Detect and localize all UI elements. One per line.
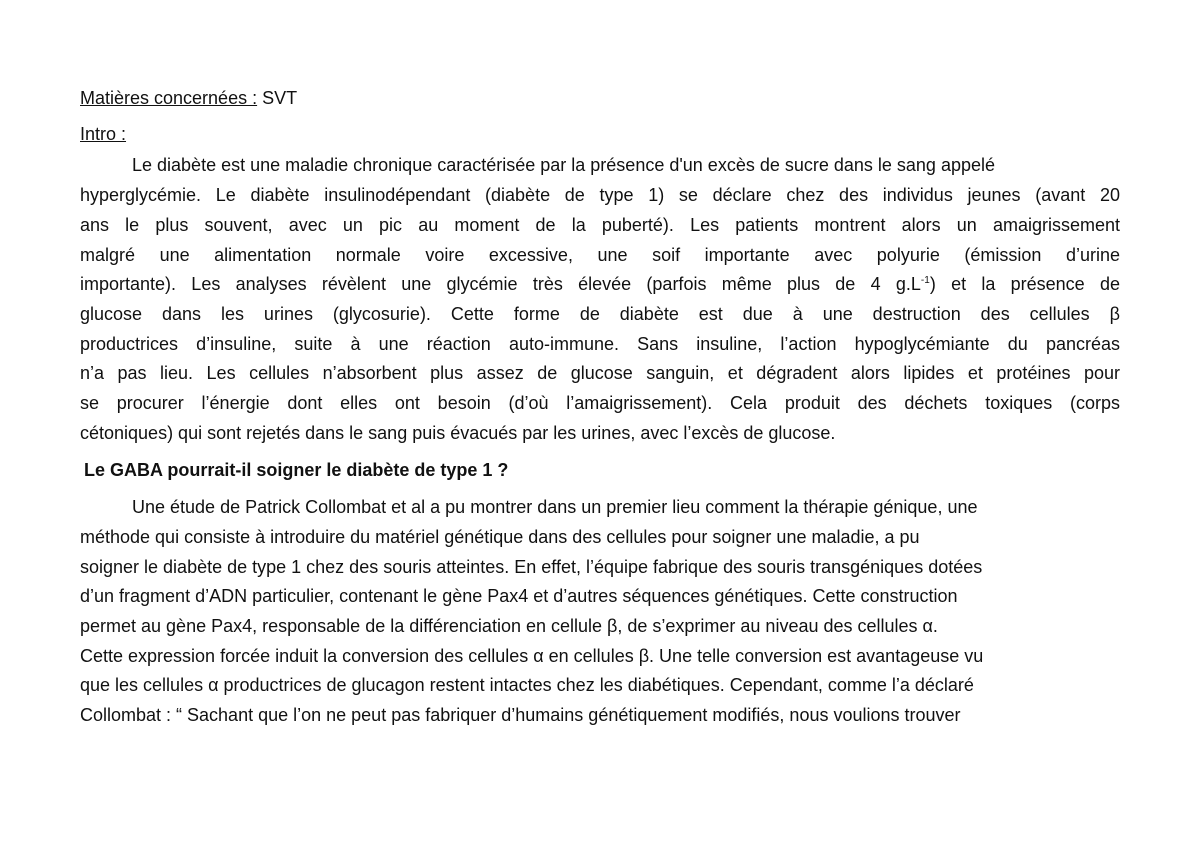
intro-line-4: malgré une alimentation normale voire excessive, une soif importante avec polyurie (émission d’urine <box>80 244 1120 265</box>
study-paragraph <box>80 493 1120 731</box>
exponent: -1 <box>920 275 930 287</box>
study-line-7: que les cellules α productrices de glucagon restent intactes chez les diabétiques. Cependant, comme l’a déclaré <box>80 675 974 696</box>
document-page <box>80 84 1120 731</box>
intro-line-5 <box>80 270 1120 300</box>
intro-line-3: ans le plus souvent, avec un pic au moment de la puberté). Les patients montrent alors un amaigrissement <box>80 214 1120 235</box>
intro-paragraph <box>80 151 1120 448</box>
section-heading: Le GABA pourrait-il soigner le diabète de type 1 ? <box>84 460 509 481</box>
intro-line-5-end: ) et la présence de <box>929 274 1120 295</box>
study-line-6: Cette expression forcée induit la conversion des cellules α en cellules β. Une telle conversion est avantageuse vu <box>80 645 984 666</box>
subjects-line <box>80 84 1120 114</box>
study-line-8: Collombat : “ Sachant que l’on ne peut pas fabriquer d’humains génétiquement modifiés, nous voulions trouver <box>80 705 961 726</box>
intro-label: Intro : <box>80 123 127 144</box>
study-line-3: soigner le diabète de type 1 chez des souris atteintes. En effet, l’équipe fabrique des souris transgéniques dotées <box>80 556 983 577</box>
intro-line-2: hyperglycémie. Le diabète insulinodépendant (diabète de type 1) se déclare chez des individus jeunes (avant 20 <box>80 185 1120 206</box>
study-line-1: Une étude de Patrick Collombat et al a pu montrer dans un premier lieu comment la thérapie génique, une <box>132 497 978 518</box>
intro-heading <box>80 120 1120 150</box>
intro-line-10: cétoniques) qui sont rejetés dans le sang puis évacués par les urines, avec l’excès de glucose. <box>80 422 836 443</box>
intro-line-8: n’a pas lieu. Les cellules n’absorbent plus assez de glucose sanguin, et dégradent alors lipides et protéines pour <box>80 363 1120 384</box>
intro-line-9: se procurer l’énergie dont elles ont besoin (d’où l’amaigrissement). Cela produit des déchets toxiques (corps <box>80 393 1120 414</box>
study-line-4: d’un fragment d’ADN particulier, contenant le gène Pax4 et d’autres séquences génétiques. Cette construction <box>80 586 958 607</box>
intro-line-1: Le diabète est une maladie chronique caractérisée par la présence d'un excès de sucre dans le sang appelé <box>132 155 995 176</box>
intro-line-6: glucose dans les urines (glycosurie). Cette forme de diabète est due à une destruction des cellules β <box>80 303 1120 324</box>
study-line-5: permet au gène Pax4, responsable de la différenciation en cellule β, de s’exprimer au niveau des cellules α. <box>80 615 938 636</box>
intro-line-5-text: importante). Les analyses révèlent une glycémie très élevée (parfois même plus de 4 g.L <box>80 274 921 295</box>
intro-line-7: productrices d’insuline, suite à une réaction auto-immune. Sans insuline, l’action hypoglycémiante du pancréas <box>80 333 1120 354</box>
study-line-2: méthode qui consiste à introduire du matériel génétique dans des cellules pour soigner une maladie, a pu <box>80 526 920 547</box>
subjects-label: Matières concernées : <box>80 88 258 108</box>
subjects-value: SVT <box>257 88 298 108</box>
